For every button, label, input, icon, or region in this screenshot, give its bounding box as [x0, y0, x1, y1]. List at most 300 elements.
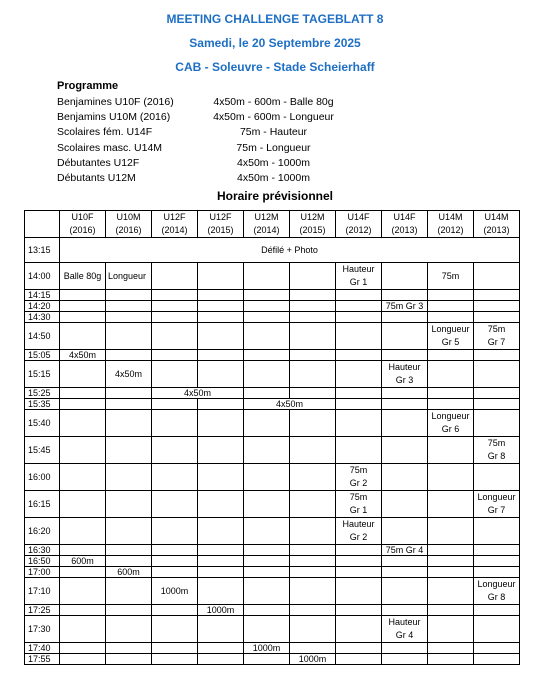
empty-cell — [290, 361, 336, 388]
programme-category: Débutants U12M — [57, 172, 136, 184]
empty-cell — [474, 388, 520, 399]
event-cell — [474, 437, 520, 464]
schedule-row — [25, 556, 520, 567]
programme-row — [57, 110, 347, 125]
empty-cell — [60, 361, 106, 388]
empty-cell — [106, 323, 152, 350]
time-cell: 17:55 — [25, 654, 60, 665]
empty-cell — [60, 491, 106, 518]
empty-cell — [198, 361, 244, 388]
column-name: U12M — [300, 212, 325, 222]
empty-cell — [152, 545, 198, 556]
empty-cell — [382, 567, 428, 578]
empty-cell — [382, 578, 428, 605]
empty-cell — [428, 491, 474, 518]
empty-cell — [60, 518, 106, 545]
schedule-row — [25, 323, 520, 350]
empty-cell — [152, 643, 198, 654]
programme-row — [57, 95, 347, 110]
programme-category: Débutantes U12F — [57, 156, 140, 169]
programme-events: 75m - Hauteur — [239, 126, 308, 139]
empty-cell — [152, 605, 198, 616]
empty-cell — [382, 491, 428, 518]
programme-row — [57, 156, 347, 171]
event-name: Longueur — [431, 324, 470, 334]
empty-cell — [244, 616, 290, 643]
time-cell: 16:20 — [25, 518, 60, 545]
empty-cell — [290, 323, 336, 350]
empty-cell — [474, 410, 520, 437]
empty-cell — [244, 654, 290, 665]
column-year: (2016) — [69, 225, 96, 235]
empty-cell — [428, 654, 474, 665]
column-name: U10M — [116, 212, 141, 222]
programme-events: 4x50m - 1000m — [237, 156, 310, 169]
event-name: Hauteur — [342, 264, 375, 274]
event-cell: 4x50m — [60, 350, 106, 361]
schedule-row — [25, 301, 520, 312]
empty-cell — [428, 312, 474, 323]
empty-cell — [336, 410, 382, 437]
column-year: (2012) — [345, 225, 372, 235]
event-name: Hauteur — [388, 362, 421, 372]
empty-cell — [244, 290, 290, 301]
empty-cell — [290, 616, 336, 643]
empty-cell — [60, 410, 106, 437]
time-cell: 17:10 — [25, 578, 60, 605]
empty-cell — [152, 437, 198, 464]
event-cell: 75m Gr 3 — [382, 301, 428, 312]
column-header — [290, 211, 336, 238]
empty-cell — [106, 654, 152, 665]
empty-cell — [336, 556, 382, 567]
empty-cell — [60, 464, 106, 491]
empty-cell — [336, 616, 382, 643]
time-cell: 15:05 — [25, 350, 60, 361]
empty-cell — [428, 399, 474, 410]
event-cell: Longueur — [106, 263, 152, 290]
empty-cell — [336, 578, 382, 605]
empty-cell — [198, 350, 244, 361]
event-cell: 1000m — [244, 643, 290, 654]
empty-cell — [152, 410, 198, 437]
time-column-header — [25, 211, 60, 238]
time-cell: 14:00 — [25, 263, 60, 290]
empty-cell — [474, 464, 520, 491]
time-cell: 17:25 — [25, 605, 60, 616]
event-name: 75m — [349, 465, 368, 475]
event-cell: 4x50m — [244, 399, 336, 410]
empty-cell — [428, 567, 474, 578]
column-name: U12F — [209, 212, 232, 222]
programme-category: Benjamins U10M (2016) — [57, 111, 171, 124]
empty-cell — [198, 263, 244, 290]
time-cell: 16:30 — [25, 545, 60, 556]
empty-cell — [428, 545, 474, 556]
empty-cell — [198, 654, 244, 665]
time-cell: 15:40 — [25, 410, 60, 437]
column-year: (2013) — [483, 225, 510, 235]
empty-cell — [382, 556, 428, 567]
empty-cell — [152, 323, 198, 350]
empty-cell — [290, 437, 336, 464]
event-cell: 75m Gr 4 — [382, 545, 428, 556]
empty-cell — [336, 388, 382, 399]
empty-cell — [106, 437, 152, 464]
empty-cell — [198, 437, 244, 464]
empty-cell — [336, 361, 382, 388]
schedule-row — [25, 605, 520, 616]
empty-cell — [244, 263, 290, 290]
event-cell — [474, 578, 520, 605]
time-cell: 15:45 — [25, 437, 60, 464]
time-cell: 17:40 — [25, 643, 60, 654]
empty-cell — [382, 399, 428, 410]
column-header — [244, 211, 290, 238]
empty-cell — [336, 567, 382, 578]
schedule-row — [25, 399, 520, 410]
empty-cell — [60, 567, 106, 578]
empty-cell — [60, 643, 106, 654]
empty-cell — [290, 643, 336, 654]
empty-cell — [106, 350, 152, 361]
column-year: (2012) — [437, 225, 464, 235]
time-cell: 16:00 — [25, 464, 60, 491]
empty-cell — [244, 567, 290, 578]
event-name: 75m — [487, 324, 506, 334]
event-cell — [428, 323, 474, 350]
empty-cell — [474, 518, 520, 545]
programme-category: Benjamines U10F (2016) — [57, 96, 174, 108]
schedule-row — [25, 263, 520, 290]
empty-cell — [336, 605, 382, 616]
time-cell: 14:50 — [25, 323, 60, 350]
empty-cell — [198, 567, 244, 578]
programme-category: Scolaires fém. U14F — [57, 126, 153, 139]
empty-cell — [474, 545, 520, 556]
empty-cell — [474, 301, 520, 312]
event-cell: 1000m — [290, 654, 336, 665]
empty-cell — [60, 301, 106, 312]
empty-cell — [336, 301, 382, 312]
event-cell — [428, 410, 474, 437]
schedule-row — [25, 238, 520, 263]
event-cell — [474, 491, 520, 518]
empty-cell — [60, 437, 106, 464]
empty-cell — [336, 437, 382, 464]
column-name: U10F — [71, 212, 94, 222]
programme-row — [57, 171, 347, 186]
empty-cell — [382, 643, 428, 654]
empty-cell — [198, 616, 244, 643]
empty-cell — [198, 301, 244, 312]
event-group: Gr 1 — [349, 277, 368, 287]
empty-cell — [60, 654, 106, 665]
empty-cell — [106, 578, 152, 605]
empty-cell — [428, 464, 474, 491]
empty-cell — [382, 518, 428, 545]
meeting-venue: CAB - Soleuvre - Stade Scheierhaff — [175, 60, 375, 74]
column-year: (2016) — [115, 225, 142, 235]
event-cell: 600m — [60, 556, 106, 567]
empty-cell — [198, 312, 244, 323]
empty-cell — [290, 410, 336, 437]
empty-cell — [428, 616, 474, 643]
empty-cell — [60, 605, 106, 616]
empty-cell — [290, 545, 336, 556]
event-group: Gr 1 — [349, 505, 368, 515]
empty-cell — [474, 312, 520, 323]
empty-cell — [60, 312, 106, 323]
column-header — [106, 211, 152, 238]
empty-cell — [198, 643, 244, 654]
column-name: U14F — [347, 212, 370, 222]
schedule-row — [25, 410, 520, 437]
empty-cell — [106, 616, 152, 643]
event-cell: 600m — [106, 567, 152, 578]
programme-events: 4x50m - 600m - Longueur — [213, 111, 334, 124]
empty-cell — [198, 323, 244, 350]
time-cell: 14:15 — [25, 290, 60, 301]
schedule-row — [25, 491, 520, 518]
time-cell: 15:35 — [25, 399, 60, 410]
empty-cell — [152, 399, 198, 410]
empty-cell — [382, 350, 428, 361]
programme-category: Scolaires masc. U14M — [57, 141, 163, 154]
programme-row — [57, 125, 347, 140]
empty-cell — [244, 491, 290, 518]
event-name: Longueur — [477, 492, 516, 502]
column-name: U12F — [163, 212, 186, 222]
schedule-header-row — [25, 211, 520, 238]
empty-cell — [244, 578, 290, 605]
event-cell — [336, 464, 382, 491]
empty-cell — [106, 545, 152, 556]
event-group: Gr 2 — [349, 532, 368, 542]
event-cell: Défilé + Photo — [60, 238, 520, 263]
empty-cell — [152, 464, 198, 491]
event-group: Gr 7 — [487, 505, 506, 515]
empty-cell — [198, 491, 244, 518]
empty-cell — [244, 464, 290, 491]
time-cell: 14:30 — [25, 312, 60, 323]
column-year: (2015) — [299, 225, 326, 235]
schedule-row — [25, 518, 520, 545]
empty-cell — [244, 605, 290, 616]
empty-cell — [244, 312, 290, 323]
empty-cell — [106, 464, 152, 491]
empty-cell — [474, 556, 520, 567]
empty-cell — [290, 518, 336, 545]
empty-cell — [290, 301, 336, 312]
empty-cell — [198, 399, 244, 410]
empty-cell — [382, 437, 428, 464]
empty-cell — [198, 290, 244, 301]
meeting-title: MEETING CHALLENGE TAGEBLATT 8 — [166, 12, 384, 26]
empty-cell — [474, 290, 520, 301]
event-cell — [474, 323, 520, 350]
empty-cell — [428, 578, 474, 605]
empty-cell — [198, 545, 244, 556]
schedule-row — [25, 567, 520, 578]
event-cell — [382, 361, 428, 388]
time-cell: 14:20 — [25, 301, 60, 312]
time-cell: 15:15 — [25, 361, 60, 388]
empty-cell — [106, 388, 152, 399]
empty-cell — [290, 491, 336, 518]
empty-cell — [152, 263, 198, 290]
schedule-row — [25, 361, 520, 388]
time-cell: 17:00 — [25, 567, 60, 578]
schedule-row — [25, 654, 520, 665]
empty-cell — [336, 545, 382, 556]
empty-cell — [336, 323, 382, 350]
event-cell: 1000m — [198, 605, 244, 616]
empty-cell — [336, 654, 382, 665]
empty-cell — [106, 410, 152, 437]
schedule-row — [25, 437, 520, 464]
empty-cell — [428, 361, 474, 388]
event-group: Gr 3 — [395, 375, 414, 385]
event-group: Gr 5 — [441, 337, 460, 347]
programme-events: 4x50m - 600m - Balle 80g — [213, 96, 334, 108]
column-header — [382, 211, 428, 238]
empty-cell — [428, 556, 474, 567]
empty-cell — [60, 545, 106, 556]
programme-row — [57, 141, 347, 156]
empty-cell — [382, 263, 428, 290]
column-year: (2015) — [207, 225, 234, 235]
empty-cell — [244, 361, 290, 388]
empty-cell — [336, 312, 382, 323]
empty-cell — [244, 301, 290, 312]
empty-cell — [244, 350, 290, 361]
empty-cell — [382, 290, 428, 301]
column-name: U14M — [484, 212, 509, 222]
empty-cell — [474, 654, 520, 665]
empty-cell — [106, 605, 152, 616]
empty-cell — [382, 654, 428, 665]
empty-cell — [474, 350, 520, 361]
event-name: 75m — [487, 438, 506, 448]
column-name: U12M — [254, 212, 279, 222]
empty-cell — [474, 361, 520, 388]
empty-cell — [428, 437, 474, 464]
empty-cell — [152, 361, 198, 388]
empty-cell — [198, 556, 244, 567]
schedule-row — [25, 312, 520, 323]
event-name: 75m — [349, 492, 368, 502]
empty-cell — [474, 567, 520, 578]
empty-cell — [428, 605, 474, 616]
empty-cell — [152, 654, 198, 665]
column-header — [428, 211, 474, 238]
event-cell: Balle 80g — [60, 263, 106, 290]
event-cell — [382, 616, 428, 643]
empty-cell — [198, 410, 244, 437]
empty-cell — [244, 518, 290, 545]
time-cell: 13:15 — [25, 238, 60, 263]
empty-cell — [244, 410, 290, 437]
empty-cell — [152, 556, 198, 567]
empty-cell — [336, 350, 382, 361]
empty-cell — [474, 643, 520, 654]
schedule-row — [25, 643, 520, 654]
empty-cell — [382, 323, 428, 350]
event-cell — [336, 491, 382, 518]
empty-cell — [290, 605, 336, 616]
column-header — [198, 211, 244, 238]
empty-cell — [428, 518, 474, 545]
empty-cell — [106, 399, 152, 410]
empty-cell — [474, 616, 520, 643]
schedule-title: Horaire prévisionnel — [216, 189, 334, 203]
empty-cell — [290, 290, 336, 301]
schedule-table — [24, 210, 520, 665]
schedule-row — [25, 464, 520, 491]
event-group: Gr 7 — [487, 337, 506, 347]
event-name: Longueur — [477, 579, 516, 589]
empty-cell — [60, 323, 106, 350]
time-cell: 16:50 — [25, 556, 60, 567]
empty-cell — [336, 290, 382, 301]
empty-cell — [474, 399, 520, 410]
empty-cell — [428, 388, 474, 399]
empty-cell — [106, 312, 152, 323]
empty-cell — [290, 464, 336, 491]
time-cell: 17:30 — [25, 616, 60, 643]
event-group: Gr 6 — [441, 424, 460, 434]
schedule-row — [25, 545, 520, 556]
empty-cell — [152, 350, 198, 361]
column-header — [336, 211, 382, 238]
event-cell — [336, 263, 382, 290]
time-cell: 15:25 — [25, 388, 60, 399]
programme-events: 4x50m - 1000m — [237, 172, 310, 184]
empty-cell — [428, 301, 474, 312]
event-name: Hauteur — [388, 617, 421, 627]
event-cell — [336, 518, 382, 545]
empty-cell — [244, 556, 290, 567]
column-header — [152, 211, 198, 238]
empty-cell — [106, 290, 152, 301]
empty-cell — [290, 263, 336, 290]
column-year: (2013) — [391, 225, 418, 235]
event-cell: 1000m — [152, 578, 198, 605]
empty-cell — [290, 350, 336, 361]
empty-cell — [152, 312, 198, 323]
event-cell: 4x50m — [106, 361, 152, 388]
event-cell: 4x50m — [152, 388, 244, 399]
empty-cell — [198, 518, 244, 545]
event-cell: 75m — [428, 263, 474, 290]
empty-cell — [152, 518, 198, 545]
empty-cell — [106, 491, 152, 518]
empty-cell — [382, 388, 428, 399]
empty-cell — [382, 464, 428, 491]
empty-cell — [382, 312, 428, 323]
programme-events: 75m - Longueur — [236, 141, 311, 154]
empty-cell — [428, 643, 474, 654]
empty-cell — [244, 388, 290, 399]
programme-title: Programme — [57, 80, 119, 92]
event-group: Gr 8 — [487, 451, 506, 461]
schedule-row — [25, 616, 520, 643]
empty-cell — [336, 399, 382, 410]
empty-cell — [290, 312, 336, 323]
empty-cell — [152, 301, 198, 312]
empty-cell — [474, 605, 520, 616]
